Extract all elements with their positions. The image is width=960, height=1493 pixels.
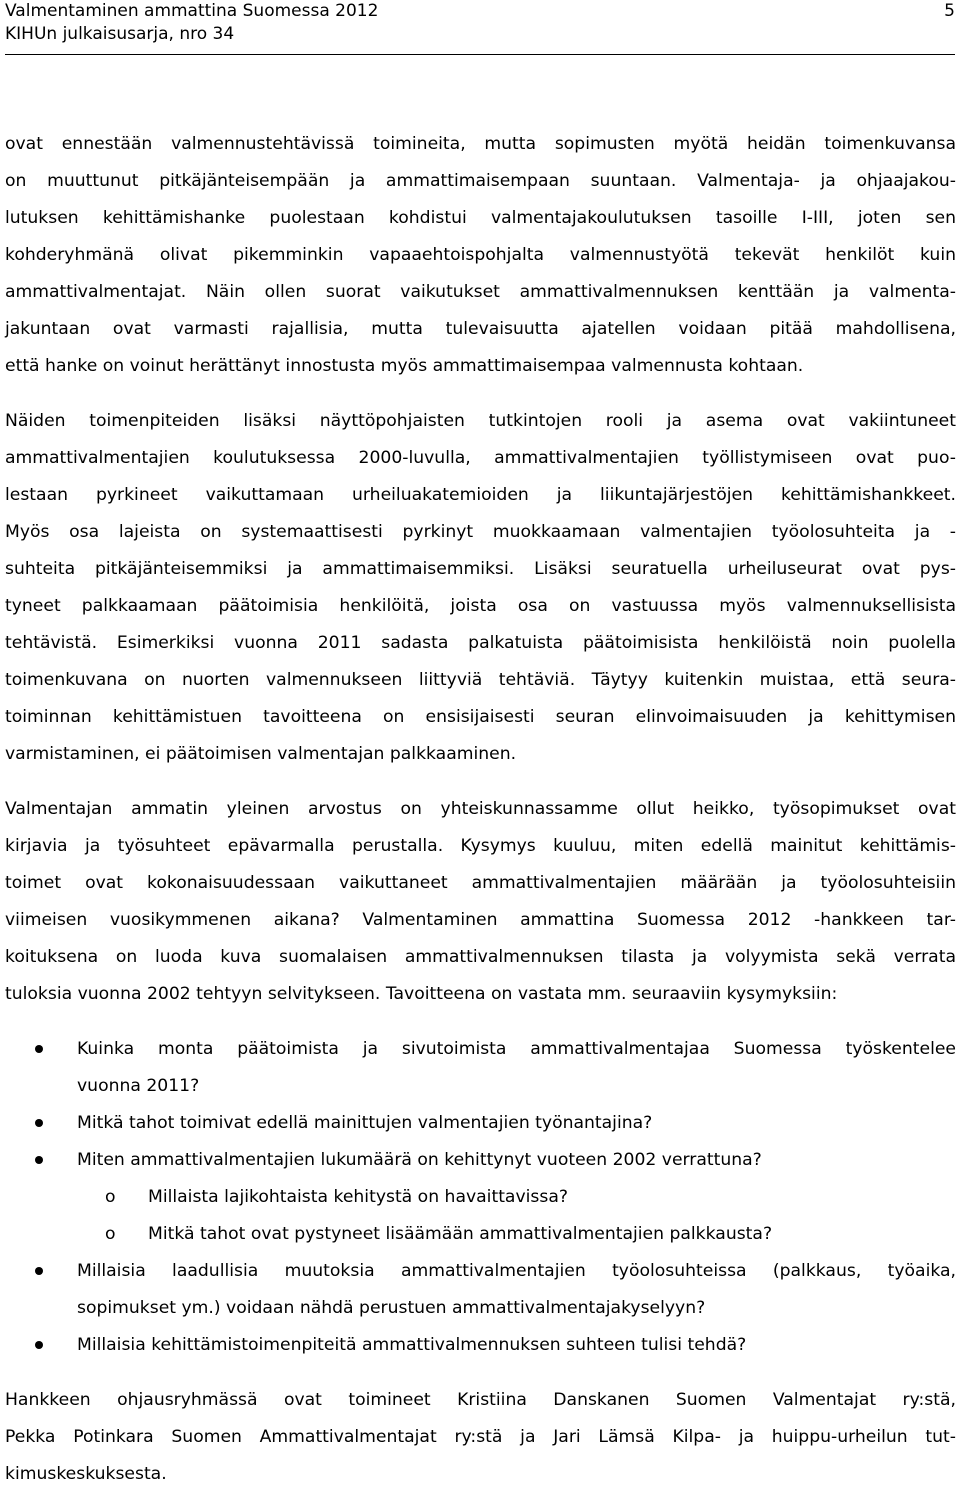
text-line: viimeisen vuosikymmenen aikana? Valmentaminen ammattina Suomessa 2012 -hankkeen tar- [5,910,956,930]
text-line: Miten ammattivalmentajien lukumäärä on kehittynyt vuoteen 2002 verrattuna? [77,1150,762,1170]
text-line: tehtävistä. Esimerkiksi vuonna 2011 sadasta palkatuista päätoimisista henkilöistä noin puolella [5,633,956,653]
paragraph [5,791,956,1013]
paragraphs [5,126,956,1031]
sub-question-list [5,1179,956,1253]
text-line: Hankkeen ohjausryhmässä ovat toimineet Kristiina Danskanen Suomen Valmentajat ry:stä, [5,1390,956,1410]
spacer [5,1013,956,1031]
text-line: kirjavia ja työsuhteet epävarmalla perustalla. Kysymys kuuluu, miten edellä mainitut kehittämis- [5,836,956,856]
text-line: varmistaminen, ei päätoimisen valmentajan palkkaaminen. [5,744,517,764]
text-line: sopimukset ym.) voidaan nähdä perustuen ammattivalmentajakyselyyn? [77,1298,706,1318]
bullet-icon [35,1341,43,1349]
text-line: että hanke on voinut herättänyt innostusta myös ammattimaisempaa valmennusta kohtaan. [5,356,804,376]
paragraph [5,126,956,385]
sub-question-text: Millaista lajikohtaista kehitystä on havaittavissa? [148,1187,568,1207]
sub-question-text: Mitkä tahot ovat pystyneet lisäämään ammattivalmentajien palkkausta? [148,1224,773,1244]
question-item [5,1142,956,1179]
spacer [5,773,956,791]
bullet-icon [35,1119,43,1127]
spacer [5,1364,956,1382]
text-line: jakuntaan ovat varmasti rajallisia, mutta tulevaisuutta ajatellen voidaan pitää mahdollisena, [5,319,956,339]
text-line: Pekka Potinkara Suomen Ammattivalmentajat ry:stä ja Jari Lämsä Kilpa- ja huippu-urheilun tut- [5,1427,956,1447]
paragraph [5,403,956,773]
page-header [5,0,955,56]
text-line: Myös osa lajeista on systemaattisesti pyrkinyt muokkaamaan valmentajien työolosuhteita ja - [5,522,956,542]
text-line: koituksena on luoda kuva suomalaisen ammattivalmennuksen tilasta ja volyymista sekä verrata [5,947,956,967]
text-line: ammattivalmentajat. Näin ollen suorat vaikutukset ammattivalmennuksen kenttään ja valmenta- [5,282,956,302]
circle-bullet-icon: o [105,1224,116,1244]
sub-question-item [5,1179,956,1216]
series-info: KIHUn julkaisusarja, nro 34 [5,24,235,44]
text-line: tyneet palkkaamaan päätoimisia henkilöitä, joista osa on vastuussa myös valmennuksellisista [5,596,956,616]
closing-paragraph [5,1382,956,1493]
text-line: toiminnan kehittämistuen tavoitteena on ensisijaisesti seuran elinvoimaisuuden ja kehittymisen [5,707,956,727]
text-line: Mitkä tahot toimivat edellä mainittujen valmentajien työnantajina? [77,1113,653,1133]
spacer [5,385,956,403]
text-line: lutuksen kehittämishanke puolestaan kohdistui valmentajakoulutuksen tasoille I-III, joten sen [5,208,956,228]
text-line: Valmentajan ammatin yleinen arvostus on yhteiskunnassamme ollut heikko, työsopimukset ovat [5,799,956,819]
bullet-icon [35,1045,43,1053]
text-line: Millaisia laadullisia muutoksia ammattivalmentajien työolosuhteissa (palkkaus, työaika, [77,1261,956,1281]
page-number: 5 [944,1,955,21]
text-line: toimenkuvana on nuorten valmennukseen liittyviä tehtäviä. Täytyy kuitenkin muistaa, että seura- [5,670,956,690]
bullet-icon [35,1267,43,1275]
text-line: suhteita pitkäjänteisemmiksi ja ammattimaisemmiksi. Lisäksi seuratuella urheiluseurat ovat pys- [5,559,956,579]
text-line: lestaan pyrkineet vaikuttamaan urheiluakatemioiden ja liikuntajärjestöjen kehittämishankkeet. [5,485,956,505]
text-line: ammattivalmentajien koulutuksessa 2000-luvulla, ammattivalmentajien työllistymiseen ovat puo- [5,448,956,468]
question-item [5,1031,956,1105]
text-line: ovat ennestään valmennustehtävissä toimineita, mutta sopimusten myötä heidän toimenkuvansa [5,134,956,154]
question-item [5,1105,956,1142]
question-item [5,1253,956,1327]
question-item [5,1327,956,1364]
text-line: Näiden toimenpiteiden lisäksi näyttöpohjaisten tutkintojen rooli ja asema ovat vakiintuneet [5,411,956,431]
text-line: Millaisia kehittämistoimenpiteitä ammattivalmennuksen suhteen tulisi tehdä? [77,1335,747,1355]
text-line: on muuttunut pitkäjänteisempään ja ammattimaisempaan suuntaan. Valmentaja- ja ohjaajakou- [5,171,956,191]
running-title: Valmentaminen ammattina Suomessa 2012 [5,1,379,21]
sub-question-item [5,1216,956,1253]
question-list [5,1031,956,1364]
text-line: kohderyhmänä olivat pikemminkin vapaaehtoispohjalta valmennustyötä tekevät henkilöt kuin [5,245,956,265]
text-line: tuloksia vuonna 2002 tehtyyn selvitykseen. Tavoitteena on vastata mm. seuraaviin kysymyksiin: [5,984,838,1004]
text-line: kimuskeskuksesta. [5,1464,167,1484]
circle-bullet-icon: o [105,1187,116,1207]
bullet-icon [35,1156,43,1164]
body-text [5,126,956,1493]
header-rule [5,54,955,55]
text-line: toimet ovat kokonaisuudessaan vaikuttaneet ammattivalmentajien määrään ja työolosuhteisiin [5,873,956,893]
text-line: vuonna 2011? [77,1076,200,1096]
text-line: Kuinka monta päätoimista ja sivutoimista ammattivalmentajaa Suomessa työskentelee [77,1039,956,1059]
